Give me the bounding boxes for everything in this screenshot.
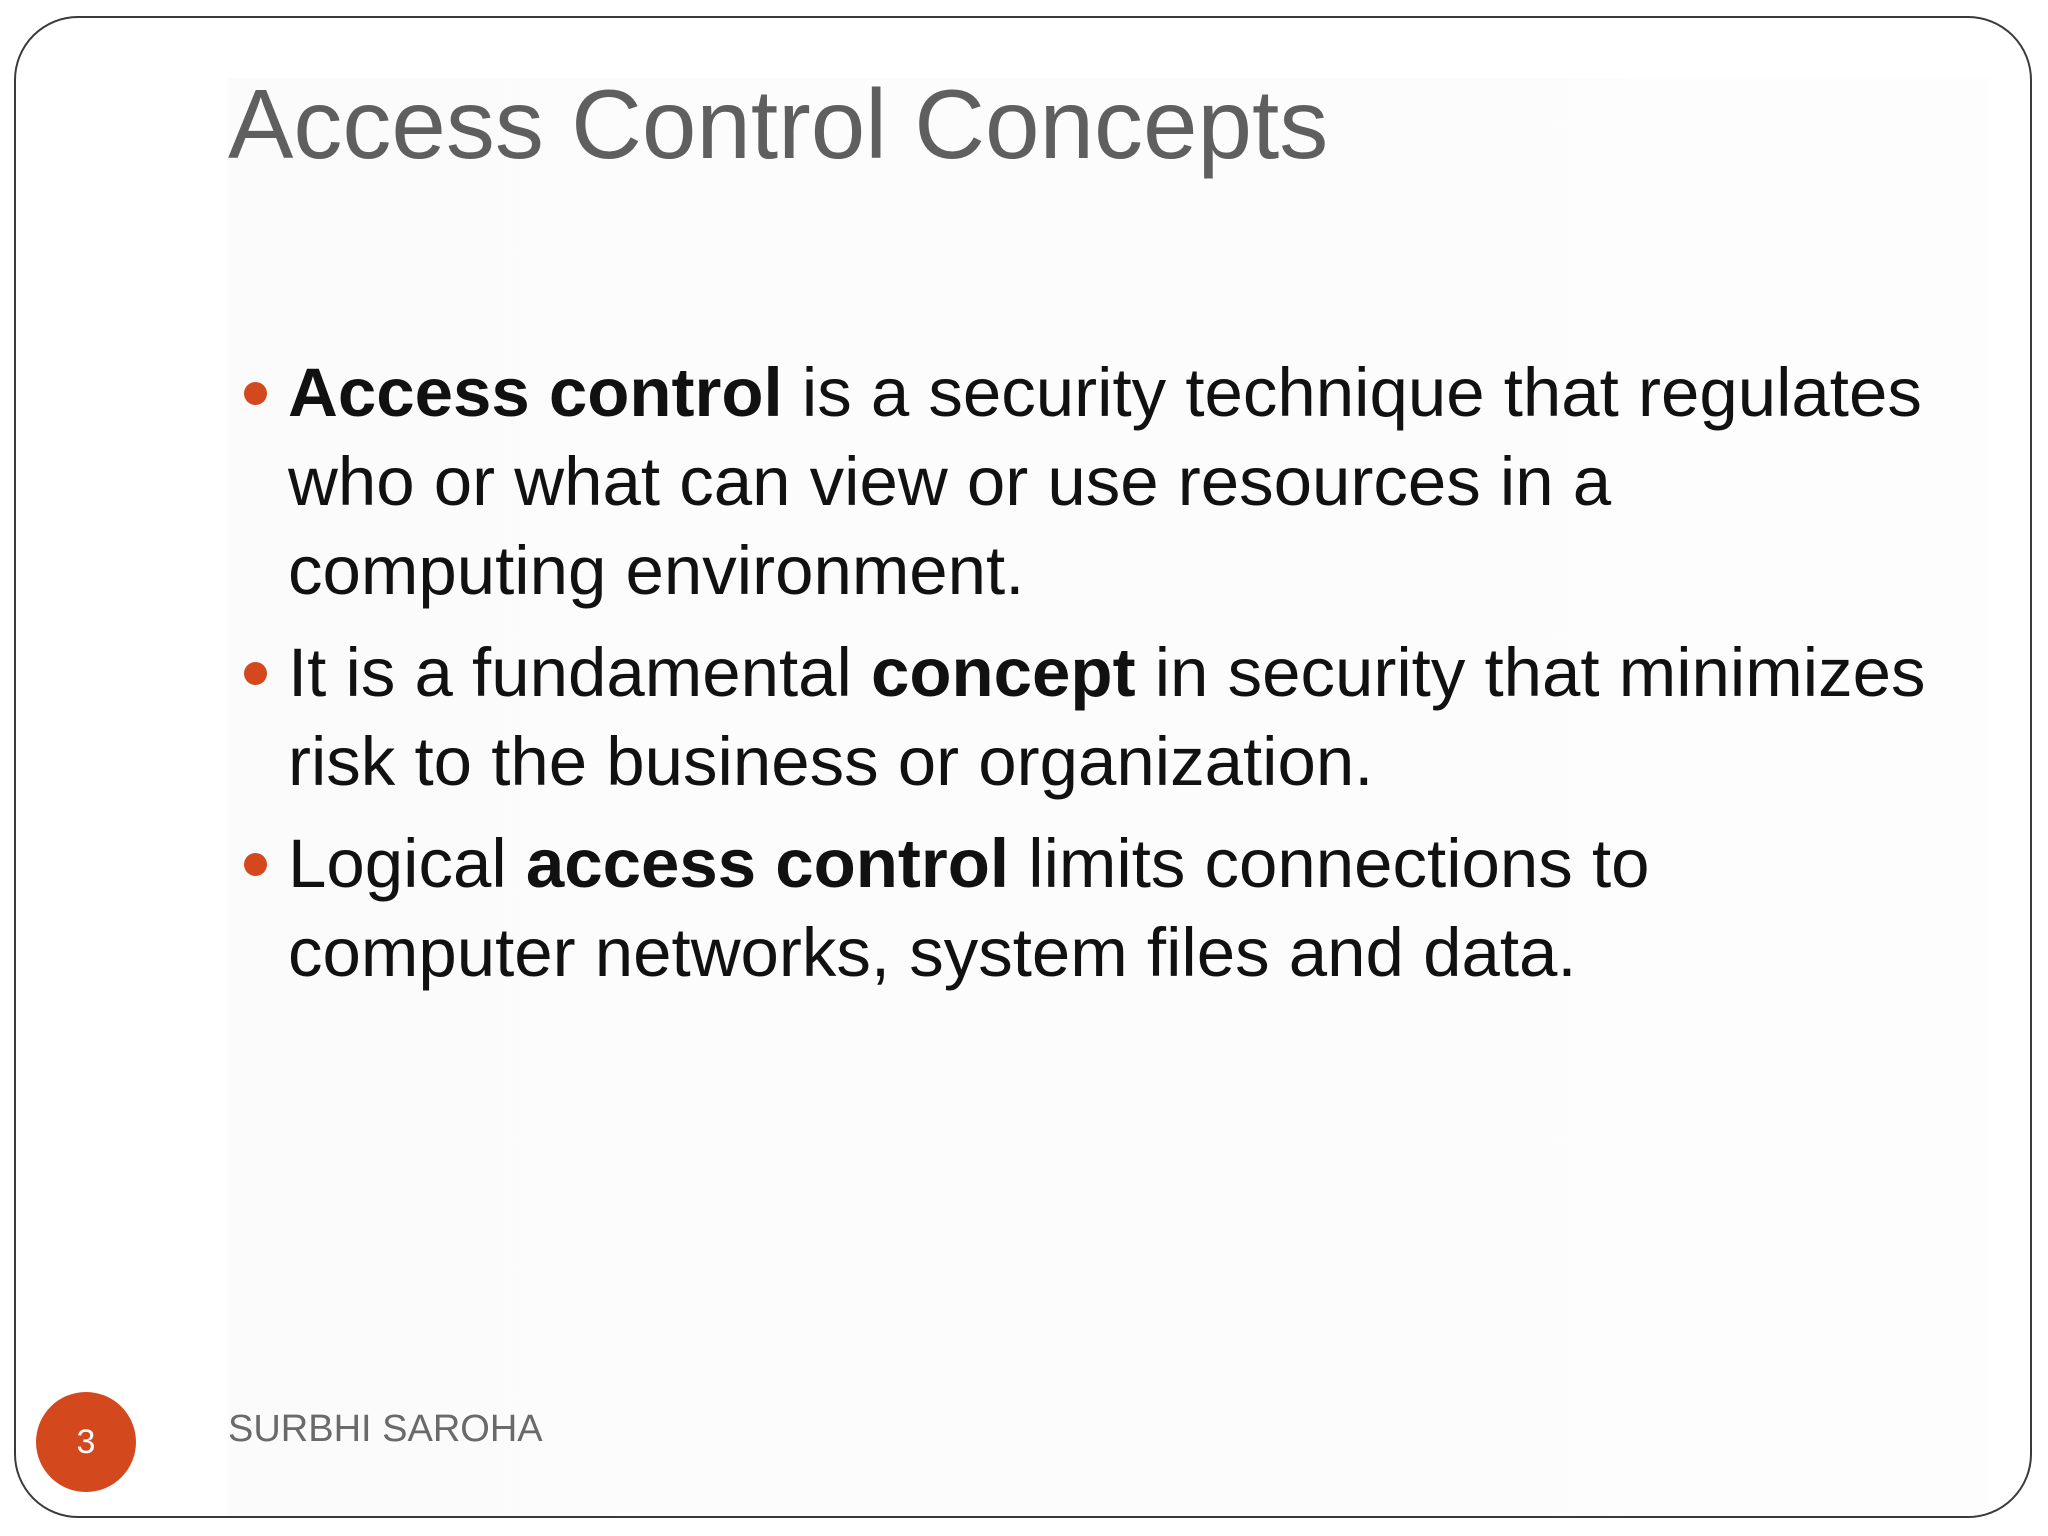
bullet-text: is a security technique that regulates who or what can view or use resources in a computing environment. — [288, 354, 1922, 609]
bullet-bold-term: Access control — [288, 354, 783, 431]
bullet-text: in security that minimizes risk to the business or organization. — [288, 634, 1926, 800]
bullet-dot-icon — [244, 382, 267, 405]
slide — [14, 16, 2032, 1518]
bullet-item-access-control — [228, 348, 1948, 615]
bullet-text-prefix: Logical — [288, 825, 526, 902]
bullet-text: limits connections to computer networks, system files and data. — [288, 825, 1650, 991]
slide-title: Access Control Concepts — [228, 69, 1329, 179]
bullet-dot-icon — [244, 662, 267, 685]
footer-author: SURBHI SAROHA — [228, 1408, 543, 1450]
bullet-item-fundamental-concept — [228, 628, 1948, 806]
bullet-dot-icon — [244, 853, 267, 876]
page-number-badge: 3 — [36, 1392, 136, 1492]
bullet-bold-term: concept — [871, 634, 1136, 711]
bullet-list — [228, 348, 1948, 1010]
bullet-item-logical-access — [228, 819, 1948, 997]
bullet-bold-term: access control — [525, 825, 1010, 902]
bullet-text-prefix: It is a fundamental — [288, 634, 871, 711]
